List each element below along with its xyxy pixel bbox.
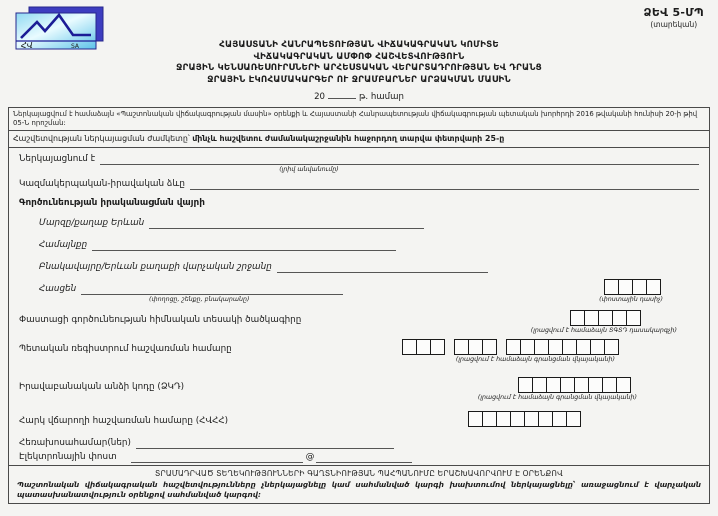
code-cell[interactable] xyxy=(646,279,661,295)
title-line-2: ՎԻՃԱԿԱԳՐԱԿԱՆ ԱՄՓՈՓ ՀԱՇՎԵՏՎՈՒԹՅՈՒՆ xyxy=(253,51,465,62)
legal-entity-code-cells xyxy=(518,377,631,393)
presenter-caption: (լրիվ անվանումը) xyxy=(279,166,339,174)
email-local-input-line[interactable] xyxy=(131,452,303,463)
code-cell[interactable] xyxy=(612,310,627,326)
settlement-input-line[interactable] xyxy=(277,262,488,273)
code-cell[interactable] xyxy=(604,279,619,295)
code-cell[interactable] xyxy=(468,339,483,355)
phone-label: Հեռախոսահամար(ներ) xyxy=(19,438,131,449)
region-input-line[interactable] xyxy=(149,218,424,229)
phone-input-line[interactable] xyxy=(136,438,394,449)
presenter-label: Ներկայացնում է xyxy=(19,154,96,165)
address-row xyxy=(19,279,699,295)
taxpayer-id-row xyxy=(19,411,699,427)
state-register-row xyxy=(19,339,699,355)
form-body xyxy=(9,148,709,465)
code-cell[interactable] xyxy=(604,339,619,355)
email-row xyxy=(19,452,699,463)
confidentiality-title: ՏՐԱՄԱԴՐՎԱԾ ՏԵՂԵԿՈՒԹՅՈՒՆՆԵՐԻ ԳԱՂՏՆԻՈՒԹՅԱՆ ՊԱՀՊԱՆՈՒՄԸ ԵՐԱՇԽԱՎՈՐՎՈՒՄ Է ՕՐԵՆՔՈՎ xyxy=(155,469,563,479)
code-cell[interactable] xyxy=(588,377,603,393)
address-caption: (փողոցը, շենքը, բնակարանը) xyxy=(149,296,250,304)
deadline-strip xyxy=(9,131,709,148)
legal-entity-code-caption-row xyxy=(19,394,699,401)
code-cell[interactable] xyxy=(538,411,553,427)
presenter-caption-row xyxy=(19,166,699,173)
title-line-4: ՋՐԱՅԻՆ ԷԿՈՀԱՄԱԿԱՐԳԵՐ ՈՒ ՋՐԱՄԲԱՐՆԵՐ ԱՐՁԱԿՄԱՆ ՄԱՍԻՆ xyxy=(207,74,511,85)
armstat-logo-graphic xyxy=(13,6,109,52)
code-cell[interactable] xyxy=(574,377,589,393)
code-cell[interactable] xyxy=(590,339,605,355)
deadline-label: Հաշվետվության ներկայացման ժամկետը՝ xyxy=(13,134,190,144)
legal-entity-code-caption: (լրացվում է համաձայն գրանցման վկայականի) xyxy=(477,394,637,402)
logo-sa-text: SA xyxy=(71,43,80,50)
state-register-caption: (լրացվում է համաձայն գրանցման վկայականի) xyxy=(455,356,615,364)
activity-code-caption-row xyxy=(19,327,699,334)
activity-code-label: Փաստացի գործունեության հիմնական տեսակի ծածկագիրը xyxy=(19,315,302,326)
code-cell[interactable] xyxy=(402,339,417,355)
code-cell[interactable] xyxy=(562,339,577,355)
postal-code-cells xyxy=(604,279,661,295)
address-caption-row xyxy=(19,296,699,303)
code-cell[interactable] xyxy=(548,339,563,355)
year-blank[interactable] xyxy=(328,89,356,99)
logo-hv-text: ՀՎ xyxy=(21,41,33,50)
settlement-row xyxy=(19,262,699,273)
legal-entity-code-row xyxy=(19,377,699,393)
community-row xyxy=(19,240,699,251)
year-suffix: թ. համար xyxy=(359,92,404,102)
activity-code-cells xyxy=(570,310,641,326)
state-register-caption-row xyxy=(19,356,699,363)
legal-entity-code-label: Իրավաբանական անձի կոդը (ՁԿԴ) xyxy=(19,382,185,393)
code-cell[interactable] xyxy=(510,411,525,427)
code-cell[interactable] xyxy=(552,411,567,427)
form-periodicity: (տարեկան) xyxy=(650,20,698,29)
code-cell[interactable] xyxy=(532,377,547,393)
presenter-row xyxy=(19,154,699,165)
title-line-3: ՋՐԱՅԻՆ ԿԵՆՍԱՌԵՍՈՒՐՍՆԵՐԻ ԱՐՀԵՍՏԱԿԱՆ ՎԵՐԱՐՏԱԴՐՈՒԹՅԱՆ ԵՎ ԴՐԱՆՑ xyxy=(176,63,542,73)
legal-notice: Ներկայացվում է համաձայն «Պաշտոնական վիճակագրության մասին» օրենքի և Հայաստանի Հանրապետության վիճակագրության պետական խորհրդի 2016 թվականի հունիսի 20-ի թիվ 05-Ն որոշման: xyxy=(9,108,709,131)
code-cell[interactable] xyxy=(534,339,549,355)
community-label: Համայնքը xyxy=(39,240,88,251)
form-code-block xyxy=(644,7,704,31)
state-register-cells-group2 xyxy=(454,339,497,355)
code-cell[interactable] xyxy=(416,339,431,355)
code-cell[interactable] xyxy=(506,339,521,355)
code-cell[interactable] xyxy=(566,411,581,427)
code-cell[interactable] xyxy=(584,310,599,326)
taxpayer-id-label: Հարկ վճարողի հաշվառման համարը (ՀՎՀՀ) xyxy=(19,416,229,427)
code-cell[interactable] xyxy=(518,377,533,393)
address-label: Հասցեն xyxy=(39,284,77,295)
activity-code-caption: (լրացվում է համաձայն ՏԳՏԴ դասակարգչի) xyxy=(530,327,677,335)
activity-place-heading: Գործունեության իրականացման վայրի xyxy=(19,198,205,209)
liability-paragraph: Պաշտոնական վիճակագրական հաշվետվությունները չներկայացնելը կամ սահմանված կարգի խախտումով ներկայացնելը՝ առաջացնում է վարչական պատասխանատվություն օրենքով սահմանված կարգով: xyxy=(17,480,701,499)
legal-form-row xyxy=(19,179,699,190)
code-cell[interactable] xyxy=(616,377,631,393)
code-cell[interactable] xyxy=(430,339,445,355)
title-line-1: ՀԱՅԱՍՏԱՆԻ ՀԱՆՐԱՊԵՏՈՒԹՅԱՆ ՎԻՃԱԿԱԳՐԱԿԱՆ ԿՈՄԻՏԵ xyxy=(219,40,499,50)
email-domain-input-line[interactable] xyxy=(316,452,412,463)
code-cell[interactable] xyxy=(632,279,647,295)
legal-form-input-line[interactable] xyxy=(190,179,699,190)
region-row xyxy=(19,218,699,229)
confidentiality-box xyxy=(9,465,709,503)
armstat-logo xyxy=(13,6,109,52)
year-prefix: 20 xyxy=(314,92,326,102)
year-line xyxy=(0,89,718,102)
activity-code-row xyxy=(19,310,699,326)
presenter-input-line[interactable] xyxy=(100,154,699,165)
state-register-cells-group3 xyxy=(506,339,619,355)
taxpayer-id-cells xyxy=(468,411,581,427)
code-cell[interactable] xyxy=(576,339,591,355)
state-register-cells-group1 xyxy=(402,339,445,355)
email-label: Էլեկտրոնային փոստ xyxy=(19,452,117,463)
code-cell[interactable] xyxy=(482,339,497,355)
code-cell[interactable] xyxy=(524,411,539,427)
code-cell[interactable] xyxy=(482,411,497,427)
code-cell[interactable] xyxy=(602,377,617,393)
code-cell[interactable] xyxy=(468,411,483,427)
email-at-sign: @ xyxy=(305,452,315,463)
code-cell[interactable] xyxy=(496,411,511,427)
code-cell[interactable] xyxy=(598,310,613,326)
form-code: ՁԵՎ 5-ՄՊ xyxy=(643,6,704,19)
region-label: Մարզը/քաղաք Երևան xyxy=(39,218,145,229)
deadline-value: մինչև հաշվետու ժամանակաշրջանին հաջորդող տարվա փետրվարի 25-ը xyxy=(192,134,505,144)
settlement-label: Բնակավայրը/Երևան քաղաքի վարչական շրջանը xyxy=(39,262,272,273)
code-cell[interactable] xyxy=(618,279,633,295)
phone-row xyxy=(19,438,699,449)
code-cell[interactable] xyxy=(560,377,575,393)
state-register-label: Պետական ռեգիստրում հաշվառման համարը xyxy=(19,344,232,355)
address-input-line[interactable] xyxy=(81,284,342,295)
legal-form-label: Կազմակերպական-իրավական ձևը xyxy=(19,179,185,190)
code-cell[interactable] xyxy=(546,377,561,393)
code-cell[interactable] xyxy=(520,339,535,355)
form-outer-frame xyxy=(8,107,710,504)
community-input-line[interactable] xyxy=(92,240,395,251)
postal-code-caption: (փոստային դասիչ) xyxy=(599,296,663,304)
code-cell[interactable] xyxy=(626,310,641,326)
code-cell[interactable] xyxy=(570,310,585,326)
code-cell[interactable] xyxy=(454,339,469,355)
